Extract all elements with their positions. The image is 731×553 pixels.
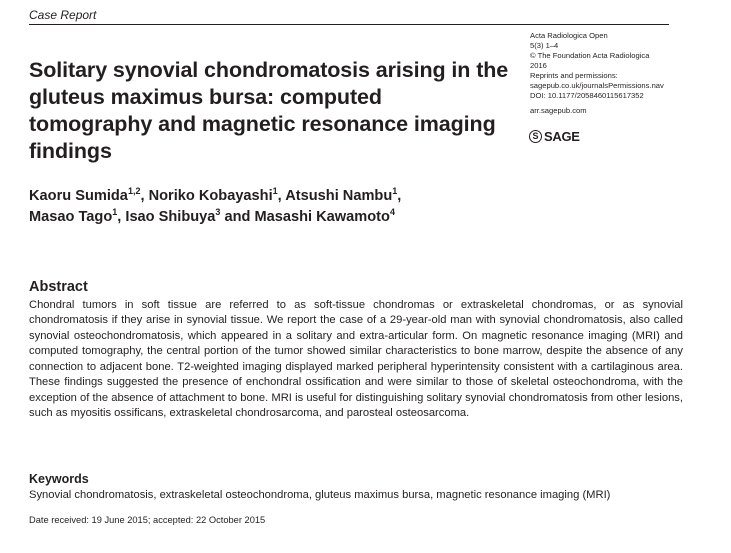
journal-info xyxy=(530,31,720,116)
journal-name: Acta Radiologica Open xyxy=(530,31,608,40)
publisher-logo-text: SAGE xyxy=(544,129,580,144)
author-separator: , xyxy=(397,188,402,204)
author-name: Masashi Kawamoto xyxy=(254,209,390,225)
author-separator: , xyxy=(277,188,286,204)
author-affiliation: 1 xyxy=(392,186,398,196)
doi[interactable]: DOI: 10.1177/2058460115617352 xyxy=(530,91,644,100)
author-affiliation: 1 xyxy=(272,186,278,196)
journal-website[interactable]: arr.sagepub.com xyxy=(530,106,587,115)
publisher-logo xyxy=(529,129,580,144)
author-separator: and xyxy=(220,209,255,225)
author-affiliation: 4 xyxy=(389,207,395,217)
header-divider xyxy=(29,24,669,25)
journal-copyright: © The Foundation Acta Radiologica xyxy=(530,51,650,60)
section-label: Case Report xyxy=(29,8,97,22)
abstract-text: Chondral tumors in soft tissue are referred to as soft-tissue chondromas or extraskeletal chondromas, or as synovial chondromatosis if they arise in synovial tissue. We report the case of a 29-year-old man with synovial chondromatosis, also called synovial osteochondromatosis, which appeared in a solitary and extra-articular form. On magnetic resonance imaging (MRI) and computed tomography, the central portion of the tumor showed similar characteristics to bone marrow, despite the absence of any connection to adjacent bone. T2-weighted imaging displayed marked peripheral hyperintensity consistent with a cartilaginous area. These findings suggested the presence of enchondral ossification and were similar to those of skeletal osteochondroma, with the exception of the absence of attachment to bone. MRI is useful for distinguishing solitary synovial chondromatosis from other lesions, such as myositis ossificans, extraskeletal chondrosarcoma, and parosteal osteosarcoma. xyxy=(29,299,683,420)
reprints-label: Reprints and permissions: xyxy=(530,71,618,80)
keywords-text: Synovial chondromatosis, extraskeletal osteochondroma, gluteus maximus bursa, magnetic resonance imaging (MRI) xyxy=(29,489,611,501)
author-affiliation: 1,2 xyxy=(127,186,141,196)
abstract-heading: Abstract xyxy=(29,279,88,295)
author-separator: , xyxy=(140,188,149,204)
reprints-link[interactable]: sagepub.co.uk/journalsPermissions.nav xyxy=(530,81,664,90)
journal-year: 2016 xyxy=(530,61,547,70)
author-name: Kaoru Sumida xyxy=(29,188,128,204)
author-affiliation: 1 xyxy=(112,207,118,217)
article-title: Solitary synovial chondromatosis arising in the gluteus maximus bursa: computed tomography and magnetic resonance imaging findings xyxy=(29,58,509,163)
journal-volume: 5(3) 1–4 xyxy=(530,41,559,50)
author-name: Masao Tago xyxy=(29,209,113,225)
sage-logo-icon: S xyxy=(529,130,542,143)
submission-dates: Date received: 19 June 2015; accepted: 22 October 2015 xyxy=(29,515,266,525)
keywords-heading: Keywords xyxy=(29,472,89,486)
author-list xyxy=(29,186,509,228)
author-name: Isao Shibuya xyxy=(125,209,216,225)
author-name: Noriko Kobayashi xyxy=(148,188,273,204)
author-name: Atsushi Nambu xyxy=(285,188,393,204)
author-affiliation: 3 xyxy=(215,207,221,217)
author-separator: , xyxy=(117,209,126,225)
